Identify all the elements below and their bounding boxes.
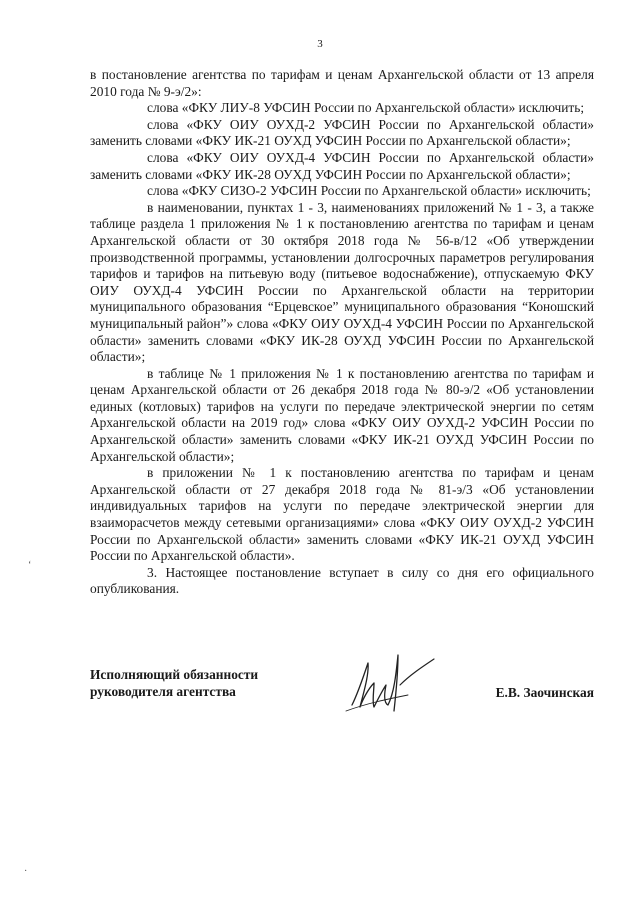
paragraph-ouhd4: слова «ФКУ ОИУ ОУХД-4 УФСИН России по Архангельской области» заменить словами «ФКУ ИК-28 ОУХД УФСИН России по Архангельской области»; — [90, 149, 594, 182]
paragraph-table1: в таблице № 1 приложения № 1 к постановлению агентства по тарифам и ценам Архангельской области от 26 декабря 2018 года № 80-э/2 «Об установлении единых (котловых) тарифов на услуги по передаче электрической энергии по сетям Архангельской области на 2019 год» слова «ФКУ ОИУ ОУХД-2 УФСИН России по Архангельской области» заменить словами «ФКУ ИК-21 ОУХД УФСИН России по Архангельской области»; — [90, 365, 594, 464]
paragraph-appendix1: в приложении № 1 к постановлению агентства по тарифам и ценам Архангельской области от 27 декабря 2018 года № 81-э/3 «Об установлении индивидуальных тарифов на услуги по передаче электрической энергии для взаиморасчетов между сетевыми организациями» слова «ФКУ ОИУ ОУХД-2 УФСИН России по Архангельской области» заменить словами «ФКУ ИК-21 ОУХД УФСИН России по Архангельской области». — [90, 465, 594, 564]
signer-title-line1: Исполняющий обязанности — [90, 667, 259, 682]
paragraph-liu8: слова «ФКУ ЛИУ-8 УФСИН России по Архангельской области» исключить; — [147, 100, 585, 116]
paragraph-intro: в постановление агентства по тарифам и ценам Архангельской области от 13 апреля 2010 года № 9-э/2»: — [90, 67, 594, 99]
signer-title-line2: руководителя агентства — [90, 684, 236, 699]
margin-mark: · — [24, 866, 28, 877]
signer-name: Е.В. Заочинская — [495, 685, 594, 700]
handwritten-signature — [338, 645, 438, 717]
signer-title — [90, 666, 258, 700]
document-body — [90, 67, 594, 598]
paragraph-effective-date: 3. Настоящее постановление вступает в силу со дня его официального опубликования. — [90, 564, 594, 597]
paragraph-sizo2: слова «ФКУ СИЗО-2 УФСИН России по Архангельской области» исключить; — [147, 183, 591, 199]
paragraph-ouhd2: слова «ФКУ ОИУ ОУХД-2 УФСИН России по Архангельской области» заменить словами «ФКУ ИК-21 ОУХД УФСИН России по Архангельской области»; — [90, 116, 594, 149]
margin-mark: ʻ — [28, 560, 32, 571]
paragraph-naming: в наименовании, пунктах 1 - 3, наименованиях приложений № 1 - 3, а также таблице раздела 1 приложения № 1 к постановлению агентства по тарифам и ценам Архангельской области от 30 октября 2018 года № 56-в/12 «Об утверждении производственной программы, установлении долгосрочных параметров регулирования тарифов и тарифов на питьевую воду (питьевое водоснабжение), отпускаемую ФКУ ОИУ ОУХД-4 УФСИН России по Архангельской области на территории муниципального образования “Ерцевское” муниципального образования “Коношский муниципальный район”» слова «ФКУ ОИУ ОУХД-4 УФСИН России по Архангельской области» заменить словами «ФКУ ИК-28 ОУХД УФСИН России по Архангельской области»; — [90, 199, 594, 365]
page-number: 3 — [317, 38, 323, 50]
